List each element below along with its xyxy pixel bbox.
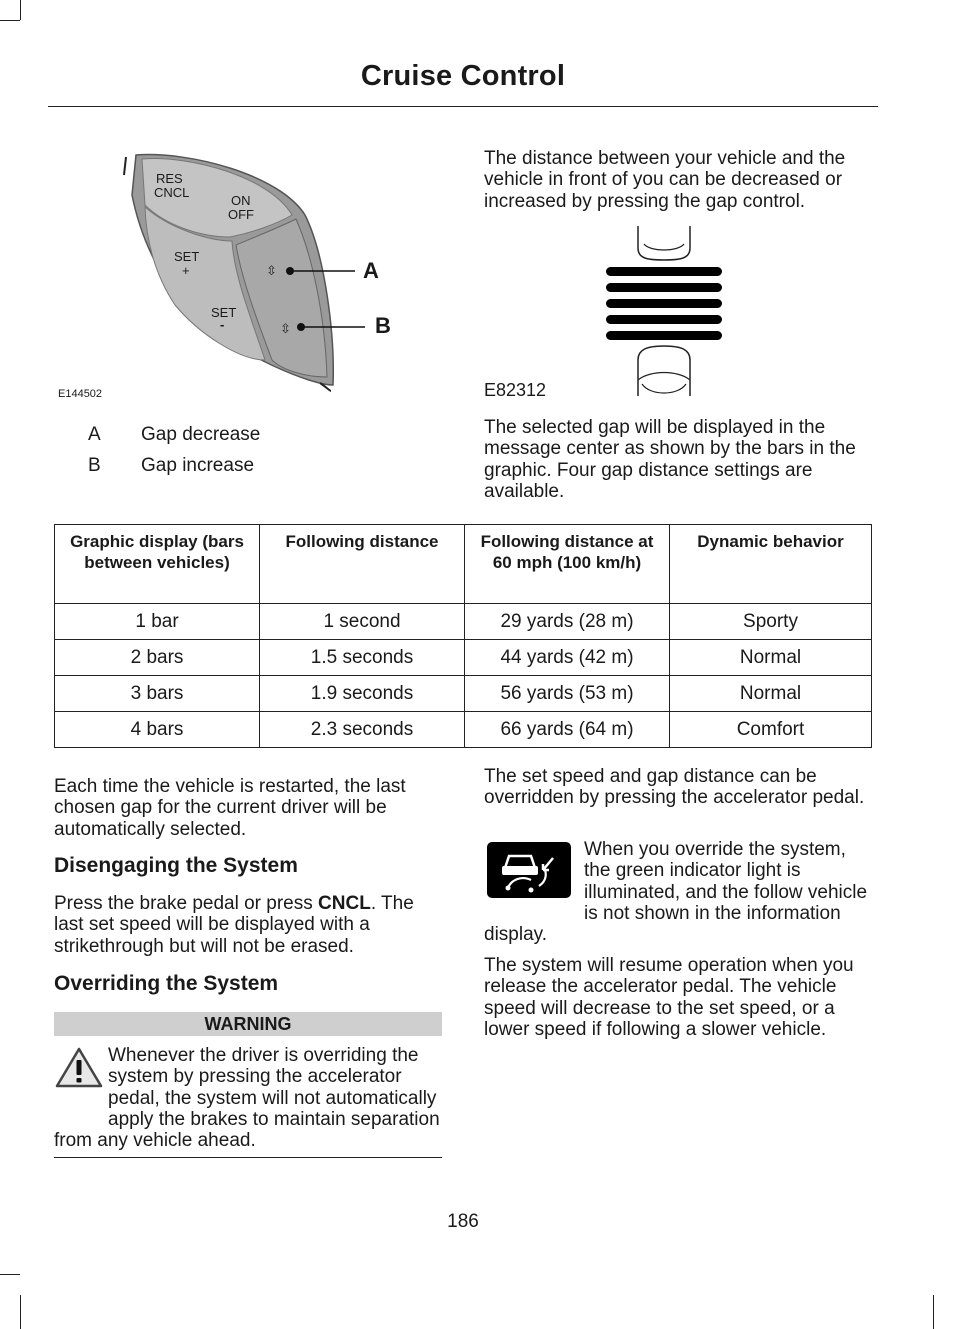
cruise-switch-illustration [50,145,410,405]
legend-label-b: Gap increase [141,455,255,476]
table-cell: 44 yards (42 m) [465,640,670,676]
page-number: 186 [447,1211,479,1232]
crop-mark [0,20,20,21]
table-cell: Normal [670,676,872,712]
table-cell: Comfort [670,712,872,748]
button-label-on: ON [231,193,251,208]
column-header: Dynamic behavior [670,525,872,604]
table-cell: 3 bars [55,676,260,712]
resume-paragraph: The system will resume operation when you release the accelerator pedal. The vehicle speed will decrease to the set speed, or a lower speed if following a slower vehicle. [484,955,854,1040]
button-label-off: OFF [228,207,254,222]
indicator-paragraph [484,839,874,945]
indicator-body: When you override the system, the green indicator light is illuminated, and the follow vehicle is not shown in the information display. [484,839,868,946]
svg-text:⇳: ⇳ [280,322,291,337]
table-cell: Normal [670,640,872,676]
table-cell: 2.3 seconds [260,712,465,748]
icon-spacer [54,1045,108,1109]
button-label-minus: - [220,317,225,332]
gap-bars-illustration [600,220,730,402]
disengage-text: Press the brake pedal or press [54,893,319,914]
gap-display-paragraph: The selected gap will be displayed in the message center as shown by the bars in the graphic. Four gap distance settings are available. [484,417,856,502]
crop-mark [20,0,21,20]
button-label-set-plus: SET [174,249,200,264]
column-header: Graphic display (bars between vehicles) [55,525,260,604]
table-header-row [55,525,872,604]
override-paragraph: The set speed and gap distance can be overridden by pressing the accelerator pedal. [484,766,865,809]
svg-text:⇳: ⇳ [266,264,277,279]
table-row [55,640,872,676]
table-cell: 29 yards (28 m) [465,604,670,640]
crop-mark [0,1274,20,1275]
disengage-text: . The last set speed will be displayed with a strikethrough but will not be erased. [54,893,414,957]
section-heading-overriding: Overriding the System [54,972,279,995]
section-heading-disengaging: Disengaging the System [54,854,298,877]
table-cell: 4 bars [55,712,260,748]
crop-mark [933,1295,934,1329]
title-divider [48,106,878,107]
disengage-paragraph [54,893,446,957]
table-cell: 1.9 seconds [260,676,465,712]
warning-body: Whenever the driver is overriding the system by pressing the accelerator pedal, the system will not automatically apply the brakes to maintain separation from any vehicle ahead. [54,1045,440,1152]
table-cell: 2 bars [55,640,260,676]
table-cell: 56 yards (53 m) [465,676,670,712]
crop-mark [20,1295,21,1329]
warning-text [54,1045,446,1151]
table-row [55,604,872,640]
column-header: Following distance [260,525,465,604]
button-label-cncl: CNCL [154,185,190,200]
legend-key-a: A [88,424,101,445]
button-label-plus: + [182,263,190,278]
cncl-label: CNCL [318,893,371,914]
page-title: Cruise Control [360,60,566,92]
legend-key-b: B [88,455,101,476]
table-row [55,676,872,712]
column-header: Following distance at 60 mph (100 km/h) [465,525,670,604]
callout-a: A [363,258,379,283]
figure-id: E82312 [484,380,547,400]
warning-banner: WARNING [54,1012,442,1036]
button-label-set-minus: SET [211,305,237,320]
table-cell: 66 yards (64 m) [465,712,670,748]
table-cell: 1 second [260,604,465,640]
gap-settings-table [54,524,872,748]
icon-spacer [484,839,584,921]
figure-id: E144502 [58,388,103,400]
gap-control-paragraph: The distance between your vehicle and the vehicle in front of you can be decreased or increased by pressing the gap control. [484,148,846,212]
table-cell: Sporty [670,604,872,640]
warning-divider [54,1157,442,1158]
legend-label-a: Gap decrease [141,424,261,445]
table-row [55,712,872,748]
table-cell: 1.5 seconds [260,640,465,676]
table-cell: 1 bar [55,604,260,640]
button-label-res: RES [156,171,183,186]
restart-paragraph: Each time the vehicle is restarted, the last chosen gap for the current driver will be automatically selected. [54,776,406,840]
callout-b: B [375,313,391,338]
